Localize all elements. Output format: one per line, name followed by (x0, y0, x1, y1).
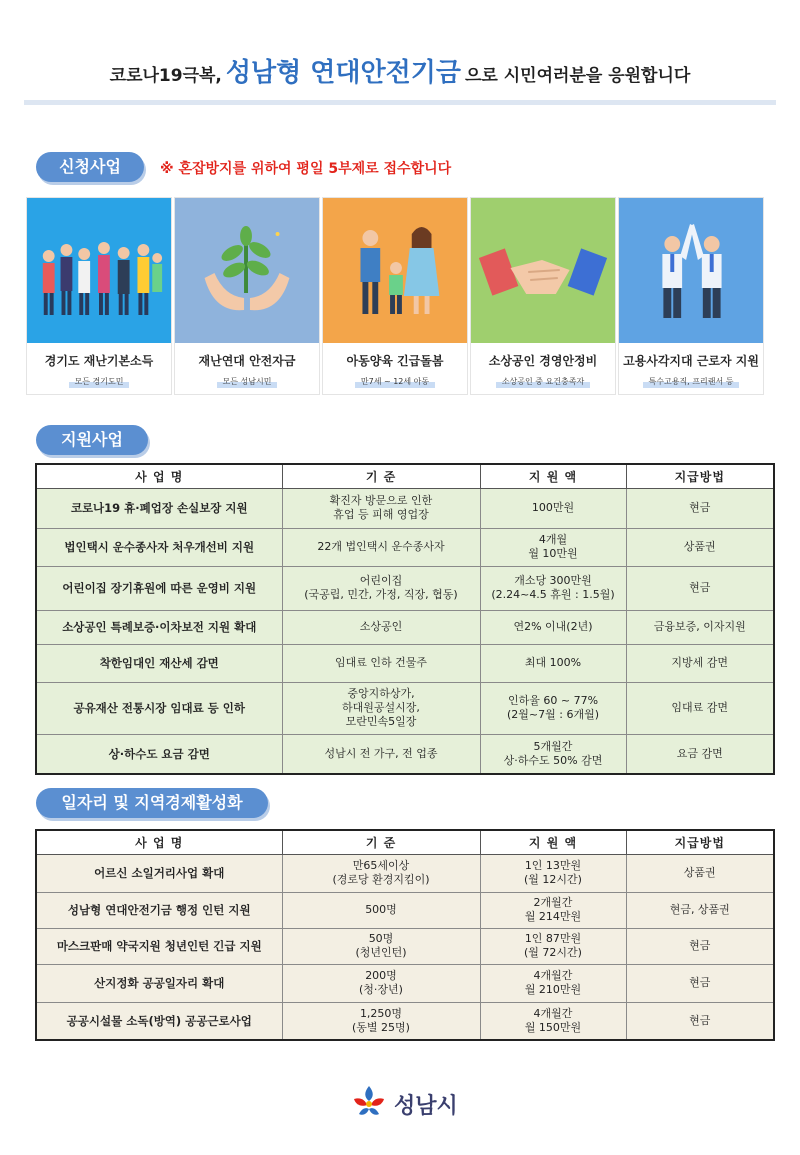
amount-line: 5개월간 (533, 739, 573, 753)
table-header-row (36, 464, 774, 488)
program-card[interactable] (470, 197, 616, 395)
column-header: 지급방법 (626, 830, 774, 854)
criteria-cell (282, 964, 480, 1002)
criteria-line: 모란민속5일장 (345, 715, 417, 728)
amount-line: 2개월간 (533, 896, 573, 909)
column-header: 사 업 명 (36, 464, 282, 488)
support-programs-table (35, 463, 775, 775)
criteria-line: 휴업 등 피해 영업장 (333, 508, 429, 521)
card-subtitle: 만7세 ~ 12세 아동 (355, 375, 435, 388)
table-row (36, 734, 774, 774)
card-title: 고용사각지대 근로자 지원 (623, 354, 759, 368)
criteria-cell (282, 854, 480, 892)
method-cell: 상품권 (626, 854, 774, 892)
method-cell: 요금 감면 (626, 734, 774, 774)
method-cell: 현금, 상품권 (626, 892, 774, 928)
city-logo (350, 1083, 458, 1125)
program-name: 공유재산 전통시장 임대료 등 인하 (36, 682, 282, 734)
criteria-line: 1,250명 (359, 1006, 403, 1020)
criteria-line: (경로당 환경지킴이) (332, 873, 430, 886)
column-header: 지 원 액 (480, 830, 626, 854)
amount-cell (480, 610, 626, 644)
hands-plant-illustration (175, 198, 319, 343)
header-highlight: 성남형 연대안전기금 (225, 58, 461, 88)
criteria-cell (282, 1002, 480, 1040)
criteria-cell (282, 488, 480, 528)
method-cell: 현금 (626, 488, 774, 528)
amount-line: (월 12시간) (524, 873, 582, 886)
program-name: 성남형 연대안전기금 행정 인턴 지원 (36, 892, 282, 928)
amount-line: 월 210만원 (524, 983, 582, 996)
header-divider (24, 100, 776, 105)
program-name: 마스크판매 약국지원 청년인턴 긴급 지원 (36, 928, 282, 964)
method-cell: 금융보증, 이자지원 (626, 610, 774, 644)
crowd-people-illustration (27, 198, 171, 343)
criteria-line: (청년인턴) (355, 946, 407, 959)
criteria-cell (282, 644, 480, 682)
program-name: 어린이집 장기휴원에 따른 운영비 지원 (36, 566, 282, 610)
amount-cell (480, 566, 626, 610)
amount-cell (480, 928, 626, 964)
program-card[interactable] (322, 197, 468, 395)
jobs-programs-table (35, 829, 775, 1041)
method-cell: 상품권 (626, 528, 774, 566)
criteria-line: 성남시 전 가구, 전 업종 (324, 746, 438, 760)
criteria-cell (282, 892, 480, 928)
amount-line: 월 214만원 (524, 910, 582, 923)
criteria-line: (청·장년) (359, 983, 403, 996)
program-card[interactable] (26, 197, 172, 395)
method-cell: 현금 (626, 566, 774, 610)
criteria-cell (282, 610, 480, 644)
method-cell: 현금 (626, 928, 774, 964)
criteria-line: (동별 25명) (352, 1020, 410, 1034)
table-row (36, 892, 774, 928)
table-row (36, 928, 774, 964)
amount-line: 상·하수도 50% 감면 (503, 753, 603, 767)
section-pill-jobs: 일자리 및 지역경제활성화 (36, 788, 268, 818)
page-header (0, 52, 800, 89)
amount-cell (480, 964, 626, 1002)
column-header: 기 준 (282, 464, 480, 488)
amount-line: (2월~7월 : 6개월) (507, 708, 599, 721)
method-cell: 현금 (626, 964, 774, 1002)
amount-line: 연2% 이내(2년) (513, 620, 593, 633)
amount-line: (2.24~4.5 휴원 : 1.5월) (491, 588, 615, 601)
header-suffix: 으로 시민여러분을 응원합니다 (465, 66, 691, 86)
program-name: 코로나19 휴·폐업장 손실보장 지원 (36, 488, 282, 528)
table-row (36, 488, 774, 528)
table-row (36, 682, 774, 734)
table-header-row (36, 830, 774, 854)
program-name: 법인택시 운수종사자 처우개선비 지원 (36, 528, 282, 566)
amount-cell (480, 854, 626, 892)
section-pill-support: 지원사업 (36, 425, 148, 455)
column-header: 기 준 (282, 830, 480, 854)
city-name: 성남시 (394, 1093, 458, 1119)
criteria-line: 22개 법인택시 운수종사자 (317, 540, 445, 553)
amount-cell (480, 644, 626, 682)
program-name: 산지정화 공공일자리 확대 (36, 964, 282, 1002)
criteria-line: 어린이집 (359, 574, 403, 587)
amount-line: 1인 87만원 (524, 932, 582, 945)
criteria-line: 하대원공설시장, (342, 701, 420, 714)
criteria-line: 50명 (368, 932, 394, 945)
amount-cell (480, 1002, 626, 1040)
program-name: 상·하수도 요금 감면 (36, 734, 282, 774)
table-row (36, 644, 774, 682)
card-title: 경기도 재난기본소득 (44, 354, 154, 368)
column-header: 사 업 명 (36, 830, 282, 854)
criteria-cell (282, 528, 480, 566)
table-row (36, 610, 774, 644)
criteria-cell (282, 566, 480, 610)
criteria-line: 200명 (365, 969, 397, 982)
criteria-cell (282, 734, 480, 774)
program-card[interactable] (618, 197, 764, 395)
amount-cell (480, 682, 626, 734)
criteria-line: (국공립, 민간, 가정, 직장, 협동) (304, 588, 458, 601)
amount-cell (480, 488, 626, 528)
method-cell: 현금 (626, 1002, 774, 1040)
amount-line: 100만원 (531, 501, 575, 514)
card-subtitle: 소상공인 중 요건충족자 (496, 375, 590, 388)
card-title: 소상공인 경영안정비 (488, 354, 598, 368)
table-row (36, 566, 774, 610)
method-cell: 지방세 감면 (626, 644, 774, 682)
program-name: 착한임대인 재산세 감면 (36, 644, 282, 682)
workers-highfive-illustration (619, 198, 763, 343)
method-cell: 임대료 감면 (626, 682, 774, 734)
section-pill-apply: 신청사업 (36, 152, 144, 182)
card-title: 아동양육 긴급돌봄 (346, 354, 444, 368)
amount-line: (월 72시간) (524, 946, 582, 959)
program-card[interactable] (174, 197, 320, 395)
table-row (36, 964, 774, 1002)
criteria-line: 만65세이상 (352, 859, 410, 872)
table-row (36, 854, 774, 892)
handshake-illustration (471, 198, 615, 343)
card-title: 재난연대 안전자금 (198, 354, 296, 368)
criteria-line: 소상공인 (359, 620, 403, 633)
amount-cell (480, 734, 626, 774)
amount-line: 4개월 (538, 533, 568, 546)
criteria-cell (282, 682, 480, 734)
criteria-line: 임대료 인하 건물주 (334, 656, 427, 669)
program-name: 어르신 소일거리사업 확대 (36, 854, 282, 892)
header-prefix: 코로나19극복, (109, 66, 222, 86)
family-illustration (323, 198, 467, 343)
table-row (36, 1002, 774, 1040)
amount-cell (480, 528, 626, 566)
program-name: 공공시설물 소독(방역) 공공근로사업 (36, 1002, 282, 1040)
criteria-line: 500명 (365, 903, 397, 916)
column-header: 지급방법 (626, 464, 774, 488)
card-subtitle: 모든 경기도민 (69, 375, 130, 388)
card-subtitle: 모든 성남시민 (217, 375, 278, 388)
program-cards (26, 197, 764, 395)
criteria-line: 중앙지하상가, (347, 687, 415, 700)
notice-text: ※ 혼잡방지를 위하여 평일 5부제로 접수합니다 (160, 161, 452, 177)
amount-line: 인하율 60 ~ 77% (507, 694, 599, 707)
program-name: 소상공인 특례보증·이차보전 지원 확대 (36, 610, 282, 644)
criteria-cell (282, 928, 480, 964)
criteria-line: 확진자 방문으로 인한 (329, 494, 433, 507)
amount-line: 4개월간 (533, 969, 573, 982)
amount-line: 월 150만원 (524, 1020, 582, 1034)
amount-line: 개소당 300만원 (514, 574, 592, 587)
amount-cell (480, 892, 626, 928)
amount-line: 최대 100% (524, 656, 582, 669)
table-row (36, 528, 774, 566)
amount-line: 월 10만원 (528, 547, 578, 560)
seongnam-city-emblem-icon (350, 1083, 388, 1125)
amount-line: 1인 13만원 (524, 859, 582, 872)
column-header: 지 원 액 (480, 464, 626, 488)
card-subtitle: 특수고용직, 프리랜서 등 (643, 375, 740, 388)
amount-line: 4개월간 (533, 1006, 573, 1020)
